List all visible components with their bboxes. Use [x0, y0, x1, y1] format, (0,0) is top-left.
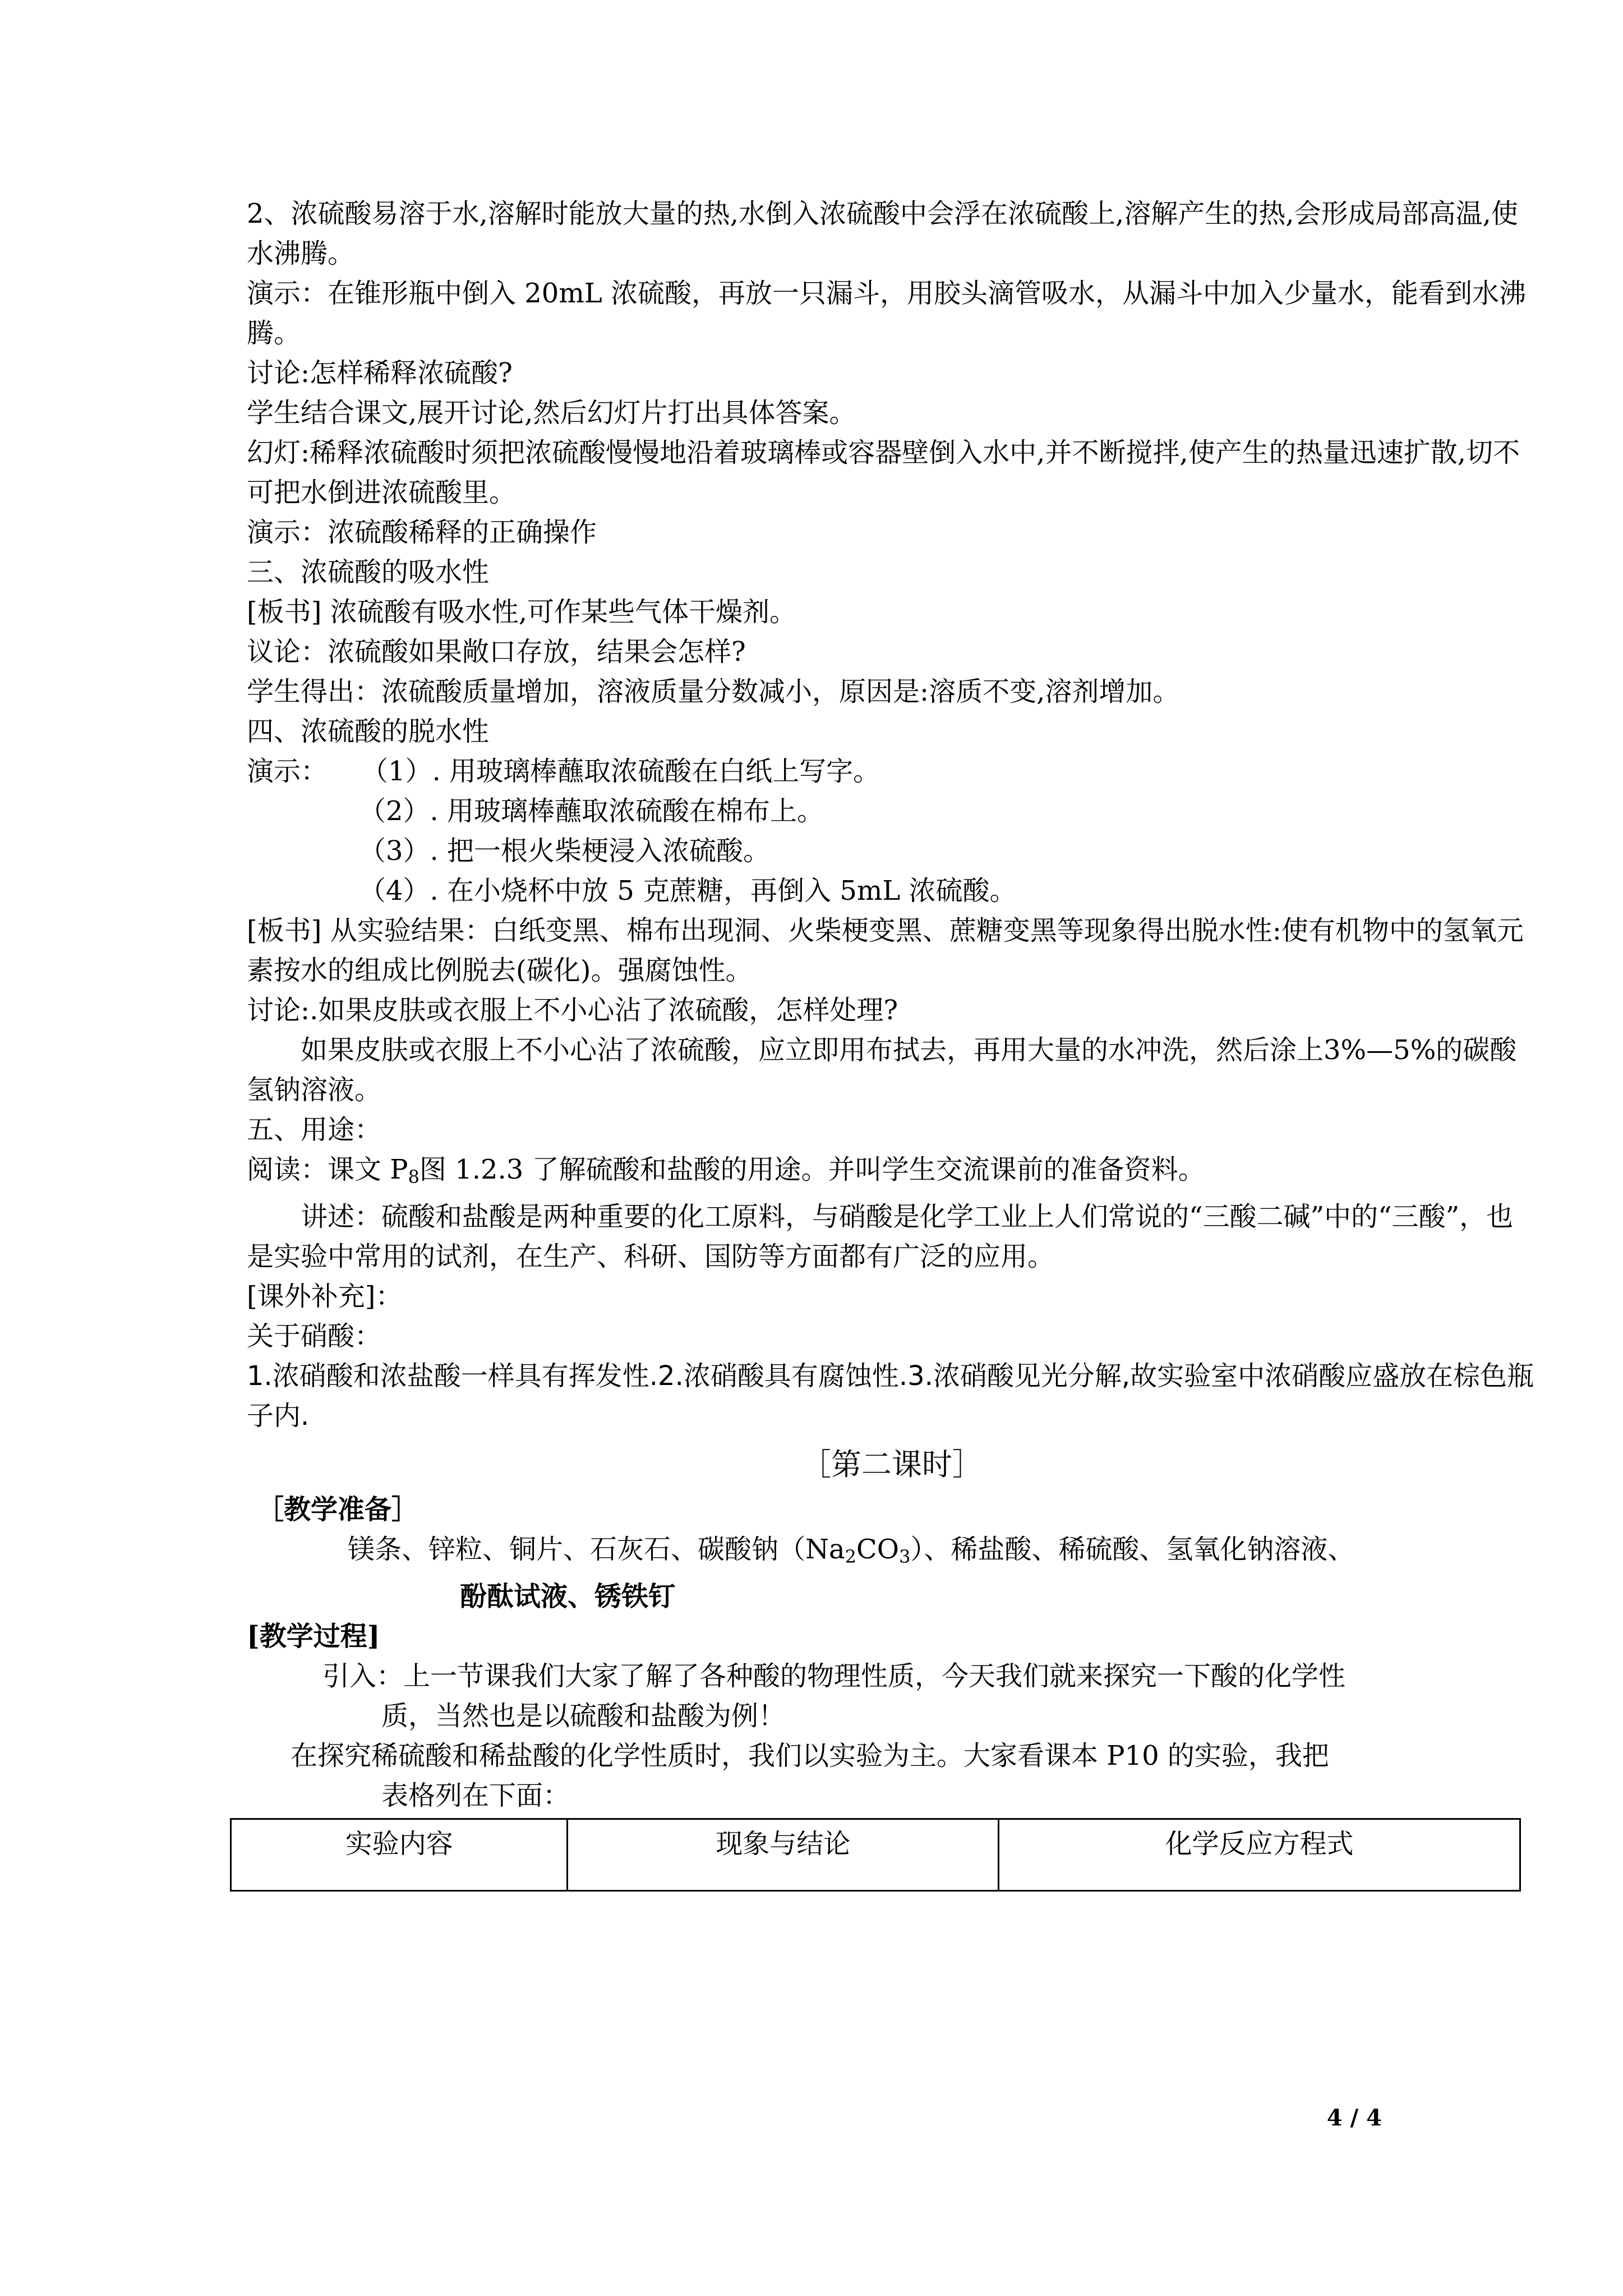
text-line: 演示：浓硫酸稀释的正确操作 — [247, 517, 597, 548]
demo-step: （1）. 用玻璃棒蘸取浓硫酸在白纸上写字。 — [361, 756, 880, 787]
text-line: 学生得出：浓硫酸质量增加，溶液质量分数减小，原因是:溶质不变,溶剂增加。 — [247, 676, 1180, 707]
text-line: 议论：浓硫酸如果敞口存放，结果会怎样? — [247, 636, 746, 668]
table-header-row — [231, 1819, 1520, 1891]
text-line — [247, 1150, 1537, 1197]
reading-label: 阅读：课文 P — [247, 1154, 408, 1185]
subscript: 3 — [899, 1546, 911, 1567]
prep-text: 镁条、锌粒、铜片、石灰石、碳酸钠（Na — [348, 1534, 845, 1565]
page-content — [247, 194, 1537, 1892]
intro-line: 引入：上一节课我们大家了解了各种酸的物理性质，今天我们就来探究一下酸的化学性 — [322, 1660, 1346, 1692]
section-heading: 五、用途： — [247, 1114, 382, 1145]
demo-label: 演示： — [247, 756, 328, 787]
demo-line — [247, 752, 1537, 792]
section-heading: 三、浓硫酸的吸水性 — [247, 556, 490, 588]
prep-text: CO — [856, 1534, 900, 1565]
text-line: 如果皮肤或衣服上不小心沾了浓硫酸，应立即用布拭去，再用大量的水冲洗，然后涂上3%—5%的碳酸氢钠溶液。 — [247, 1034, 1517, 1106]
table-header-cell: 现象与结论 — [568, 1819, 999, 1891]
text-line: [板书] 浓硫酸有吸水性,可作某些气体干燥剂。 — [247, 596, 796, 628]
prep-items-line2: 酚酞试液、锈铁钉 — [460, 1581, 676, 1612]
text-line: 2、浓硫酸易溶于水,溶解时能放大量的热,水倒入浓硫酸中会浮在浓硫酸上,溶解产生的热,会形成局部高温,使水沸腾。 — [247, 198, 1518, 269]
demo-step: （4）. 在小烧杯中放 5 克蔗糖，再倒入 5mL 浓硫酸。 — [359, 875, 1017, 907]
page-number: 4 / 4 — [1326, 2105, 1382, 2131]
text-line: 1.浓硝酸和浓盐酸一样具有挥发性.2.浓硝酸具有腐蚀性.3.浓硝酸见光分解,故实验室中浓硝酸应盛放在棕色瓶子内. — [247, 1360, 1534, 1432]
process-heading: [教学过程] — [247, 1621, 380, 1652]
demo-step: （3）. 把一根火柴梗浸入浓硫酸。 — [359, 835, 771, 867]
reading-text: 图 1.2.3 了解硫酸和盐酸的用途。并叫学生交流课前的准备资料。 — [419, 1154, 1205, 1185]
experiment-table — [230, 1818, 1521, 1892]
table-header-cell: 化学反应方程式 — [999, 1819, 1520, 1891]
subscript: 2 — [845, 1546, 856, 1567]
demo-step: （2）. 用玻璃棒蘸取浓硫酸在棉布上。 — [359, 795, 824, 827]
intro-line: 质，当然也是以硫酸和盐酸为例！ — [381, 1700, 786, 1732]
prep-heading: ［教学准备］ — [257, 1494, 419, 1525]
text-line: 讲述：硫酸和盐酸是两种重要的化工原料，与硝酸是化学工业上人们常说的“三酸二碱”中的“三酸”，也是实验中常用的试剂，在生产、科研、国防等方面都有广泛的应用。 — [247, 1201, 1514, 1272]
text-line: 讨论:.如果皮肤或衣服上不小心沾了浓硫酸，怎样处理? — [247, 995, 898, 1026]
prep-items — [247, 1530, 1537, 1577]
prep-text: ）、稀盐酸、稀硫酸、氢氧化钠溶液、 — [910, 1534, 1355, 1565]
table-header-cell: 实验内容 — [231, 1819, 568, 1891]
text-line: 关于硝酸： — [247, 1320, 382, 1352]
text-line: [课外补充]： — [247, 1281, 403, 1312]
text-line: [板书] 从实验结果：白纸变黑、棉布出现洞、火柴梗变黑、蔗糖变黑等现象得出脱水性:使有机物中的氢氧元素按水的组成比例脱去(碳化)。强腐蚀性。 — [247, 915, 1524, 986]
text-line: 幻灯:稀释浓硫酸时须把浓硫酸慢慢地沿着玻璃棒或容器壁倒入水中,并不断搅拌,使产生的热量迅速扩散,切不可把水倒进浓硫酸里。 — [247, 437, 1520, 508]
text-line: 讨论:怎样稀释浓硫酸? — [247, 357, 513, 389]
explore-line: 在探究稀硫酸和稀盐酸的化学性质时，我们以实验为主。大家看课本 P10 的实验，我把 — [291, 1740, 1329, 1772]
section-heading: 四、浓硫酸的脱水性 — [247, 716, 490, 747]
text-line: 学生结合课文,展开讨论,然后幻灯片打出具体答案。 — [247, 397, 856, 429]
subscript: 8 — [408, 1166, 419, 1188]
explore-line: 表格列在下面： — [381, 1780, 570, 1811]
lesson-title: ［第二课时］ — [801, 1447, 983, 1482]
text-line: 演示：在锥形瓶中倒入 20mL 浓硫酸，再放一只漏斗，用胶头滴管吸水，从漏斗中加入少量水，能看到水沸腾。 — [247, 278, 1526, 349]
